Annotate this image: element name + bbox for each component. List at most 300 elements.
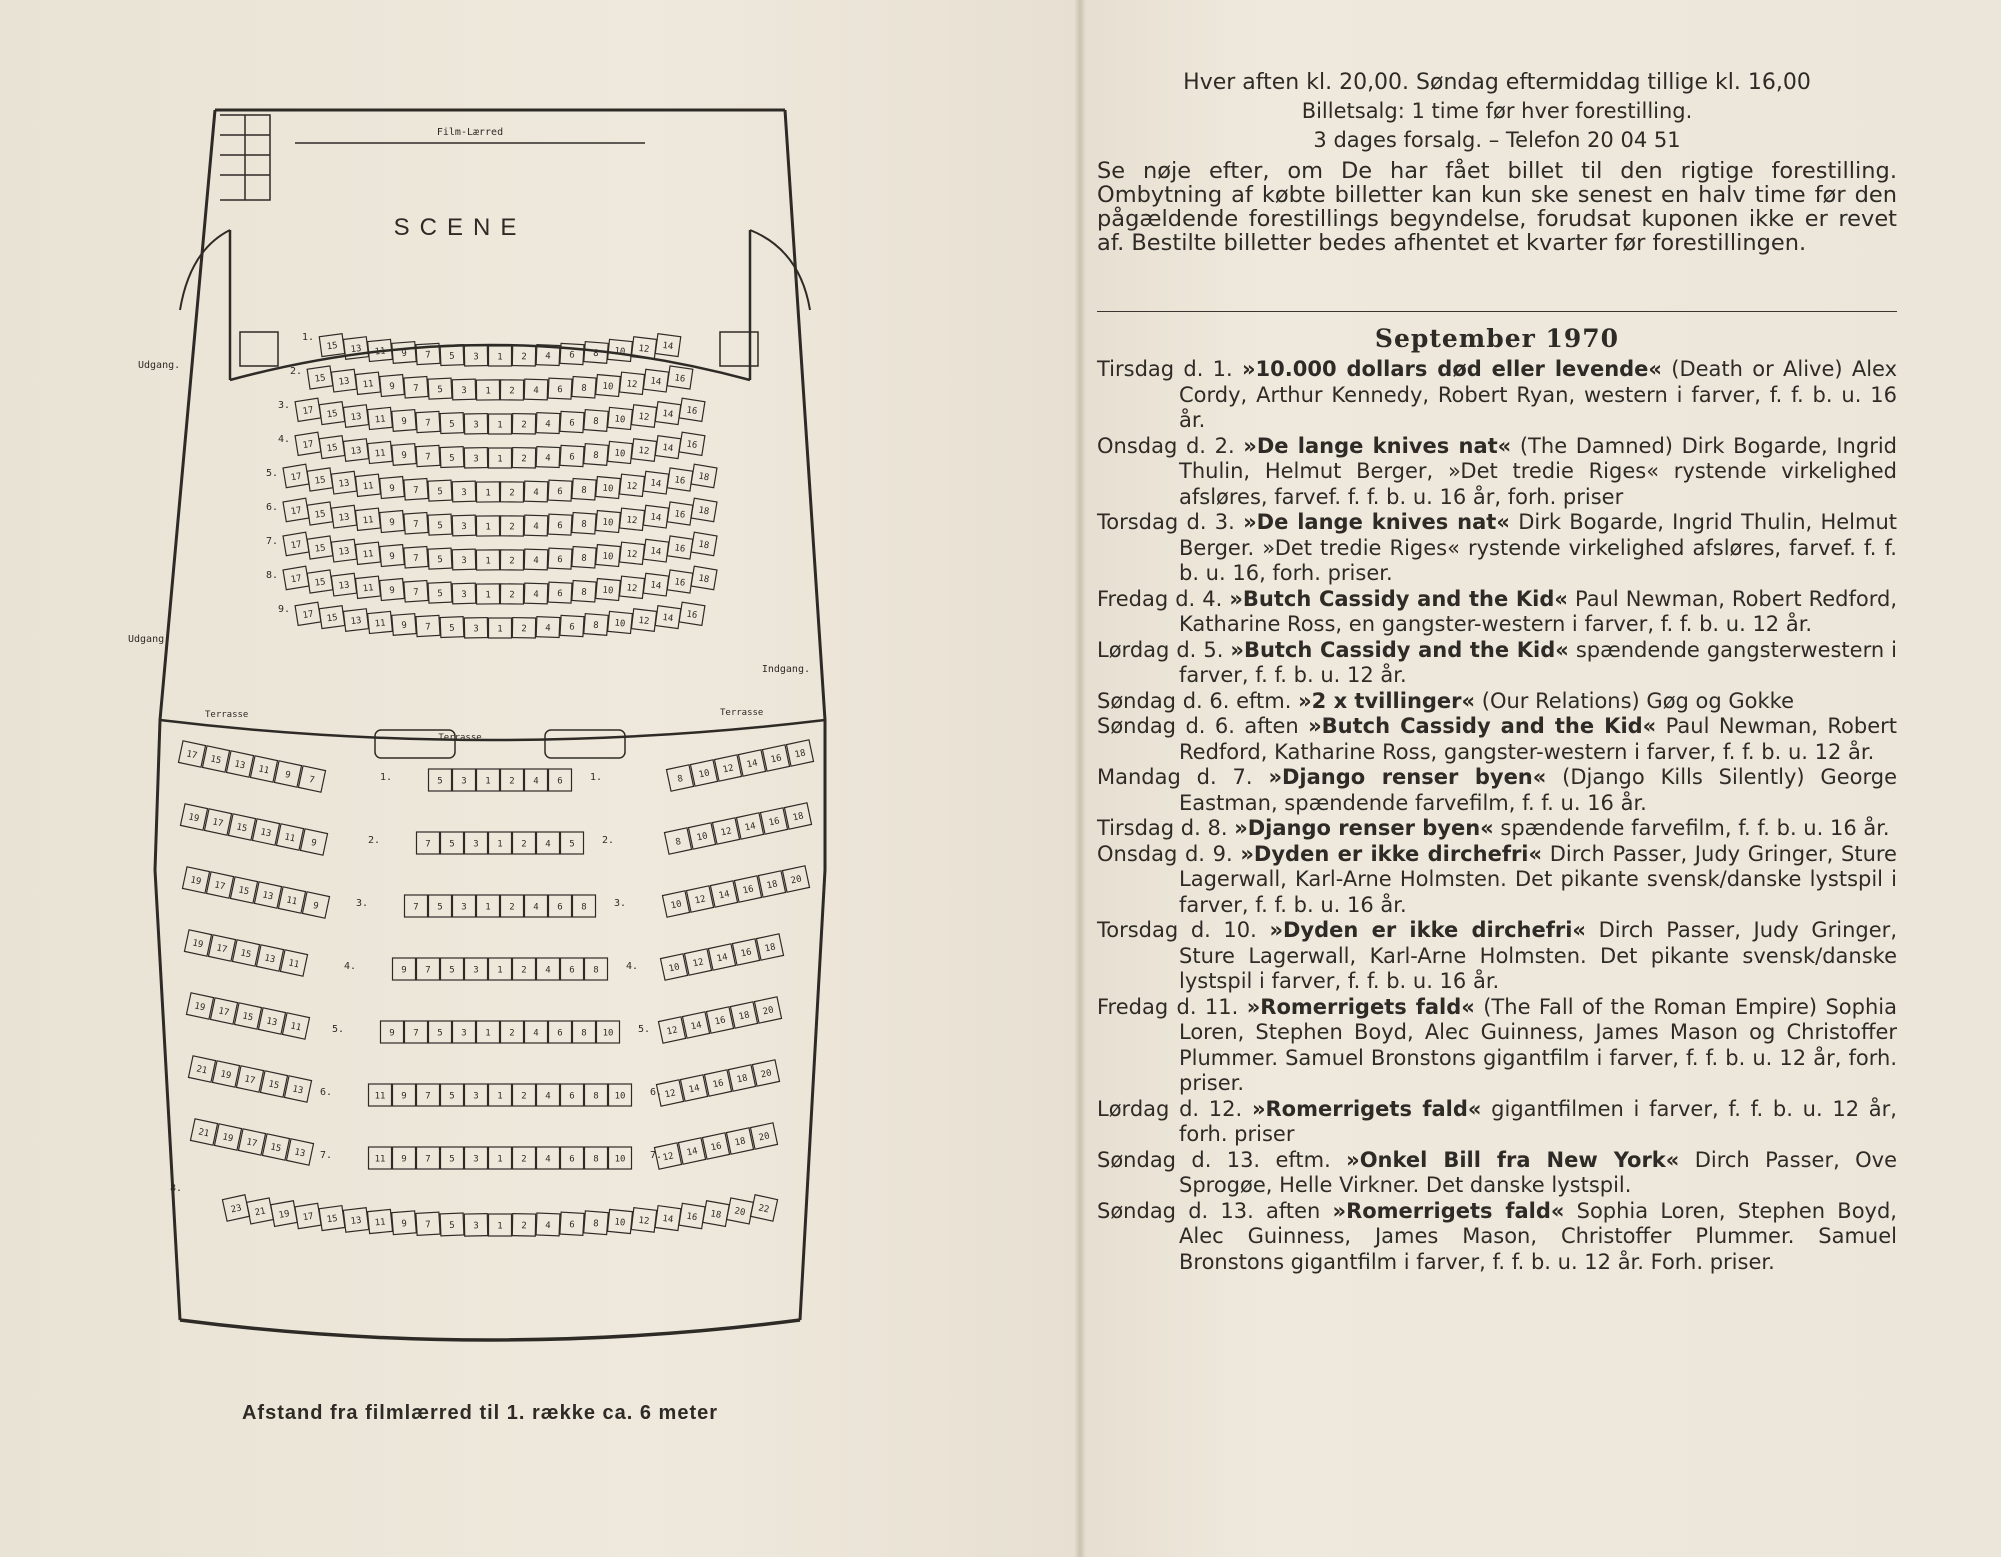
seat [464,618,487,638]
seat [465,1147,488,1169]
seat [655,402,680,425]
seat [536,413,560,434]
seat-number: 4 [533,487,539,499]
seat [631,405,656,428]
listing-item [1097,816,1897,842]
listing-day: Torsdag d. 3. [1097,510,1244,534]
seat [712,818,739,844]
seat [750,1123,777,1149]
seat-number: 16 [709,1141,723,1154]
seat-number: 13 [338,376,351,388]
listing-title: »Dyden er ikke dirchefri« [1269,918,1586,942]
seat [667,366,693,389]
seat-number: 14 [661,442,674,455]
seat [489,1214,512,1236]
seat [476,380,499,400]
seat-number: 3 [473,839,479,850]
seat [428,480,452,501]
seat-number: 4 [545,1091,551,1102]
seat [572,377,596,399]
seat-number: 4 [545,839,551,850]
seat-number: 16 [711,1078,725,1091]
seat [688,823,715,849]
seat [512,618,535,638]
seat [295,602,321,625]
seat [501,895,524,917]
seat [679,602,705,625]
seat-number: 10 [697,768,711,781]
seat-number: 13 [233,759,247,772]
seat [758,871,785,897]
seat-number: 18 [697,471,710,484]
seat-number: 5 [437,554,444,566]
seat-number: 9 [311,901,320,912]
seat [680,1075,707,1101]
seat [655,606,680,629]
seat-number: 5 [437,1028,443,1039]
listing-day: Onsdag d. 2. [1097,433,1244,458]
seat-number: 11 [374,1217,387,1229]
listing-day: Torsdag d. 10. [1097,918,1270,942]
seat [667,570,693,593]
presale-line: 3 dages forsalg. – Telefon 20 04 51 [1313,128,1681,152]
listing-day: Lørdag d. 12. [1097,1096,1252,1121]
seat [524,583,548,604]
seat-number: 10 [602,585,614,597]
seat [667,536,693,559]
seat-number: 3 [473,624,479,635]
seat [549,769,572,791]
seat [660,954,687,980]
seat [786,740,813,766]
row-label: 5. [332,1024,345,1035]
seat [513,958,536,980]
seat-number: 17 [290,539,303,552]
seat [584,614,608,636]
seat [453,895,476,917]
row-label: 8. [170,1183,183,1194]
seat-number: 17 [290,573,303,586]
seat-number: 16 [685,405,698,418]
seat-number: 2 [521,1091,527,1102]
seat-number: 21 [197,1127,211,1140]
seat [477,769,500,791]
seat-number: 3 [473,1154,479,1165]
seat-number: 12 [625,481,638,493]
row-label: 7. [266,536,279,547]
seat-number: 1 [497,965,503,976]
seat-number: 2 [509,522,515,533]
seat [367,1209,392,1233]
seat-number: 19 [278,1209,291,1221]
seat [477,1021,500,1043]
seat [356,372,381,394]
seat [548,480,572,501]
seat [682,1012,709,1038]
seat [416,411,440,432]
seat [380,579,405,601]
seat-number: 15 [326,442,339,455]
seat-number: 18 [709,1209,722,1221]
seat-number: 12 [637,615,650,628]
seat [489,1084,512,1106]
seat [500,380,523,400]
seat [548,378,572,399]
seat-number: 21 [254,1206,267,1219]
seat-number: 3 [473,420,479,431]
seat [561,958,584,980]
seat-number: 12 [719,826,733,839]
listing-item [1097,918,1897,995]
seat-number: 18 [697,539,710,552]
seat [537,1084,560,1106]
seat-number: 13 [350,343,363,356]
entrance-label: Indgang. [761,664,810,675]
seat [500,584,523,604]
seat [464,448,487,468]
seat [573,1021,596,1043]
seat [356,508,381,530]
seat-number: 13 [338,512,351,524]
balcony-seats [170,740,814,1236]
seat [489,414,512,434]
seat [572,479,596,501]
seat-number: 3 [461,487,467,499]
seat [182,867,209,893]
seat-number: 17 [302,609,315,622]
seat [664,828,691,854]
seat-number: 6 [568,622,575,633]
seat-number: 2 [509,776,515,787]
seat [238,1129,265,1155]
listing-text: Sophia Loren, Stephen Boyd, Alec Guinness, James Mason, Christoffer Plummer. Samuel Bronstons gigantfilm i farver, f. f. b. u. 12 år. Forh. priser. [1179,1198,1897,1274]
seat-number: 3 [473,454,479,465]
seat [524,515,548,536]
seat [738,750,765,776]
seat [686,886,713,912]
seat-number: 8 [592,348,599,360]
seat [307,502,333,525]
schedule-line: Hver aften kl. 20,00. Søndag eftermiddag tillige kl. 16,00 [1183,70,1811,95]
listing-item [1097,510,1897,587]
ticket-notice: Se nøje efter, om De har fået billet til den rigtige forestilling. Ombytning af købte billetter kan kun ske senest en halv time før den pågældende forestillings begyndelse, forudsat kuponen ikke er revet af. Bestilte billetter bedes afhentet et kvarter før forestillingen. [1097,158,1897,256]
seat [684,949,711,975]
listing-text: Dirch Passer, Ove Sprogøe, Helle Virkner. Det danske lystspil. [1179,1147,1897,1197]
seat-number: 11 [362,379,375,391]
seat-number: 5 [449,1220,455,1232]
seat-number: 10 [613,1217,626,1229]
listing-text: spændende gangsterwestern i farver, f. f. b. u. 12 år. [1179,637,1897,687]
seat [561,1147,584,1169]
seat [732,939,759,965]
seat [760,808,787,834]
seat-number: 14 [661,340,674,353]
listing-text: gigantfilmen i farver, f. f. b. u. 12 år, forh. priser [1179,1096,1897,1146]
seat-number: 11 [362,549,375,561]
listing-item [1097,587,1897,638]
seat-number: 8 [580,519,587,530]
listing-text: Paul Newman, Robert Redford, Katharine Ross, gangster-western i farver, f. f. b. u. 12 år. [1179,714,1897,764]
seat [608,441,633,463]
seat-number: 13 [261,890,275,903]
seat [453,1021,476,1043]
seat [536,617,560,638]
seat-number: 17 [243,1074,257,1087]
seat-number: 12 [721,763,735,776]
seat [282,1013,309,1039]
seat [190,1119,217,1145]
seat [428,378,452,399]
seat [295,1203,321,1228]
seat [643,471,668,494]
seat [513,832,536,854]
seat-number: 14 [649,376,662,388]
listing-text: Dirch Passer, Judy Gringer, Sture Lagerwall, Karl-Arne Holmsten. Det pikante svensk/danske lystspil i farver, f. f. b. u. 16 år. [1179,841,1897,917]
seat-number: 12 [637,445,650,458]
stage-box-left [240,332,278,366]
screen-label: Film-Lærred [436,127,504,138]
terrace-label-right: Terrasse [720,708,764,718]
seat-number: 1 [497,1221,503,1232]
seat-number: 10 [695,831,709,844]
seat-number: 10 [602,483,614,495]
seat [584,410,608,432]
seat-number: 14 [715,952,729,965]
seat-number: 4 [545,351,551,362]
seat [298,766,325,792]
seat-number: 3 [461,385,467,397]
seat-number: 2 [509,590,515,601]
balcony-box-right [545,730,625,758]
seat [271,1201,297,1227]
proscenium-right [750,230,810,310]
seat [392,410,416,432]
seat [631,439,656,462]
seat [428,514,452,535]
seat [319,1206,345,1231]
seat-number: 5 [449,965,455,976]
seat-number: 16 [713,1015,727,1028]
seat [319,334,344,357]
seat-number: 15 [326,1213,339,1226]
seat [513,1084,536,1106]
seat [643,573,668,596]
seat-number: 12 [691,957,705,970]
row-label: 5. [266,468,279,479]
seat-number: 9 [401,620,408,632]
seat-number: 19 [189,875,203,888]
listing-item [1097,842,1897,919]
seat-number: 9 [388,483,396,495]
seat [782,866,809,892]
seat [393,958,416,980]
seat [549,895,572,917]
seat-number: 9 [401,416,408,428]
seat [184,930,211,956]
seat [368,611,393,633]
seat [691,532,717,555]
seat-number: 3 [461,902,467,913]
seat [331,369,356,392]
seat-number: 2 [521,1221,527,1232]
seat [679,1203,705,1228]
seat [429,769,452,791]
seat [608,339,633,361]
seat [234,1003,261,1029]
seat [416,445,440,466]
seat-number: 9 [389,1028,395,1039]
seat-number: 14 [743,821,757,834]
seat-number: 11 [362,583,375,595]
seat [784,803,811,829]
seat-number: 1 [497,420,503,431]
listing-title: »De lange knives nat« [1243,510,1510,534]
row-label: 2. [290,366,303,377]
seat [331,471,356,494]
seat-number: 18 [733,1136,747,1149]
seat-number: 1 [485,556,491,567]
seat [254,882,281,908]
seat [417,958,440,980]
seat-number: 4 [533,385,539,397]
seat [537,958,560,980]
seat-number: 13 [293,1147,307,1160]
seat-number: 9 [401,450,408,462]
listing-title: »De lange knives nat« [1243,433,1512,458]
seat [302,892,329,918]
seat [453,769,476,791]
seat [404,377,428,399]
seat-number: 7 [413,519,420,530]
seat-number: 8 [676,774,685,785]
seat-number: 6 [556,384,563,396]
listing-text: Paul Newman, Robert Redford, Katharine Ross, en gangster-western i farver, f. f. b. u. 12 år. [1179,586,1897,636]
seat-number: 2 [521,624,527,635]
listing-item [1097,357,1897,434]
seat-number: 23 [229,1203,243,1216]
seat-number: 13 [350,411,363,424]
seat-number: 3 [461,555,467,567]
row-label: 7. [320,1150,333,1161]
seat [536,447,560,468]
seat-number: 8 [593,1091,599,1102]
seat [280,950,307,976]
seat [417,1147,440,1169]
seat-number: 15 [314,543,327,555]
seat-number: 18 [793,748,807,761]
seat-number: 10 [613,448,626,460]
seat-number: 9 [388,381,396,393]
seat [560,1212,584,1235]
seat-number: 4 [533,1028,539,1039]
seat-number: 16 [769,753,783,766]
seat-number: 3 [461,521,467,533]
seat-number: 16 [673,577,686,589]
seat [691,498,717,521]
seat [560,615,584,636]
seat [404,547,428,569]
seat [276,824,303,850]
seat-number: 13 [350,615,363,628]
seat [331,573,356,596]
seat [307,366,333,389]
seat [489,958,512,980]
listing-day: Søndag d. 6. eftm. [1097,688,1299,713]
listing-text: (Django Kills Silently) George Eastman, spændende farvefilm, f. f. u. 16 år. [1179,765,1897,815]
seat [286,1139,313,1165]
seat-number: 14 [649,478,662,490]
seat-number: 2 [521,352,527,363]
seat-number: 10 [602,1028,614,1039]
seat-number: 17 [245,1137,259,1150]
seat-number: 7 [425,452,432,463]
seat [714,755,741,781]
seat-number: 4 [545,419,551,430]
seat [429,1021,452,1043]
seat [572,547,596,569]
seat-number: 15 [267,1079,281,1092]
seat [343,439,368,462]
seat [256,945,283,971]
seat-number: 19 [193,1001,207,1014]
seat [537,832,560,854]
seat-number: 15 [237,885,251,898]
seat-number: 17 [217,1006,231,1019]
seat-number: 14 [745,758,759,771]
seat [210,998,237,1024]
seat-number: 6 [568,452,575,463]
seat [678,1138,705,1164]
seat-number: 3 [461,589,467,601]
seat-number: 16 [685,609,698,622]
listing-item [1097,765,1897,816]
seat-number: 14 [717,889,731,902]
seat-number: 15 [209,754,223,767]
seat [620,542,645,564]
seat [584,1211,609,1235]
seat-number: 14 [649,580,662,592]
seat [734,876,761,902]
seat-number: 16 [673,543,686,555]
seat-number: 2 [509,902,515,913]
seat-number: 7 [413,383,420,394]
seat-number: 18 [697,505,710,518]
seat [441,1084,464,1106]
seat [631,609,656,632]
seat [658,1017,685,1043]
seat-number: 2 [521,1154,527,1165]
seat-number: 20 [759,1068,773,1081]
seat-number: 7 [425,1091,431,1102]
seat-number: 4 [533,555,539,567]
seat [655,334,680,357]
seat [464,1214,487,1236]
month-heading: September 1970 [1374,324,1620,353]
seat-number: 14 [649,546,662,558]
seat [762,745,789,771]
seat-number: 12 [637,343,650,356]
seat [440,617,464,638]
seat-number: 18 [765,879,779,892]
seat-number: 6 [556,588,563,600]
seat [596,545,621,567]
seat-number: 15 [235,822,249,835]
seat [300,829,327,855]
seat-number: 14 [661,408,674,421]
seat-number: 8 [592,450,599,462]
seat-number: 9 [401,348,408,360]
seat [691,464,717,487]
